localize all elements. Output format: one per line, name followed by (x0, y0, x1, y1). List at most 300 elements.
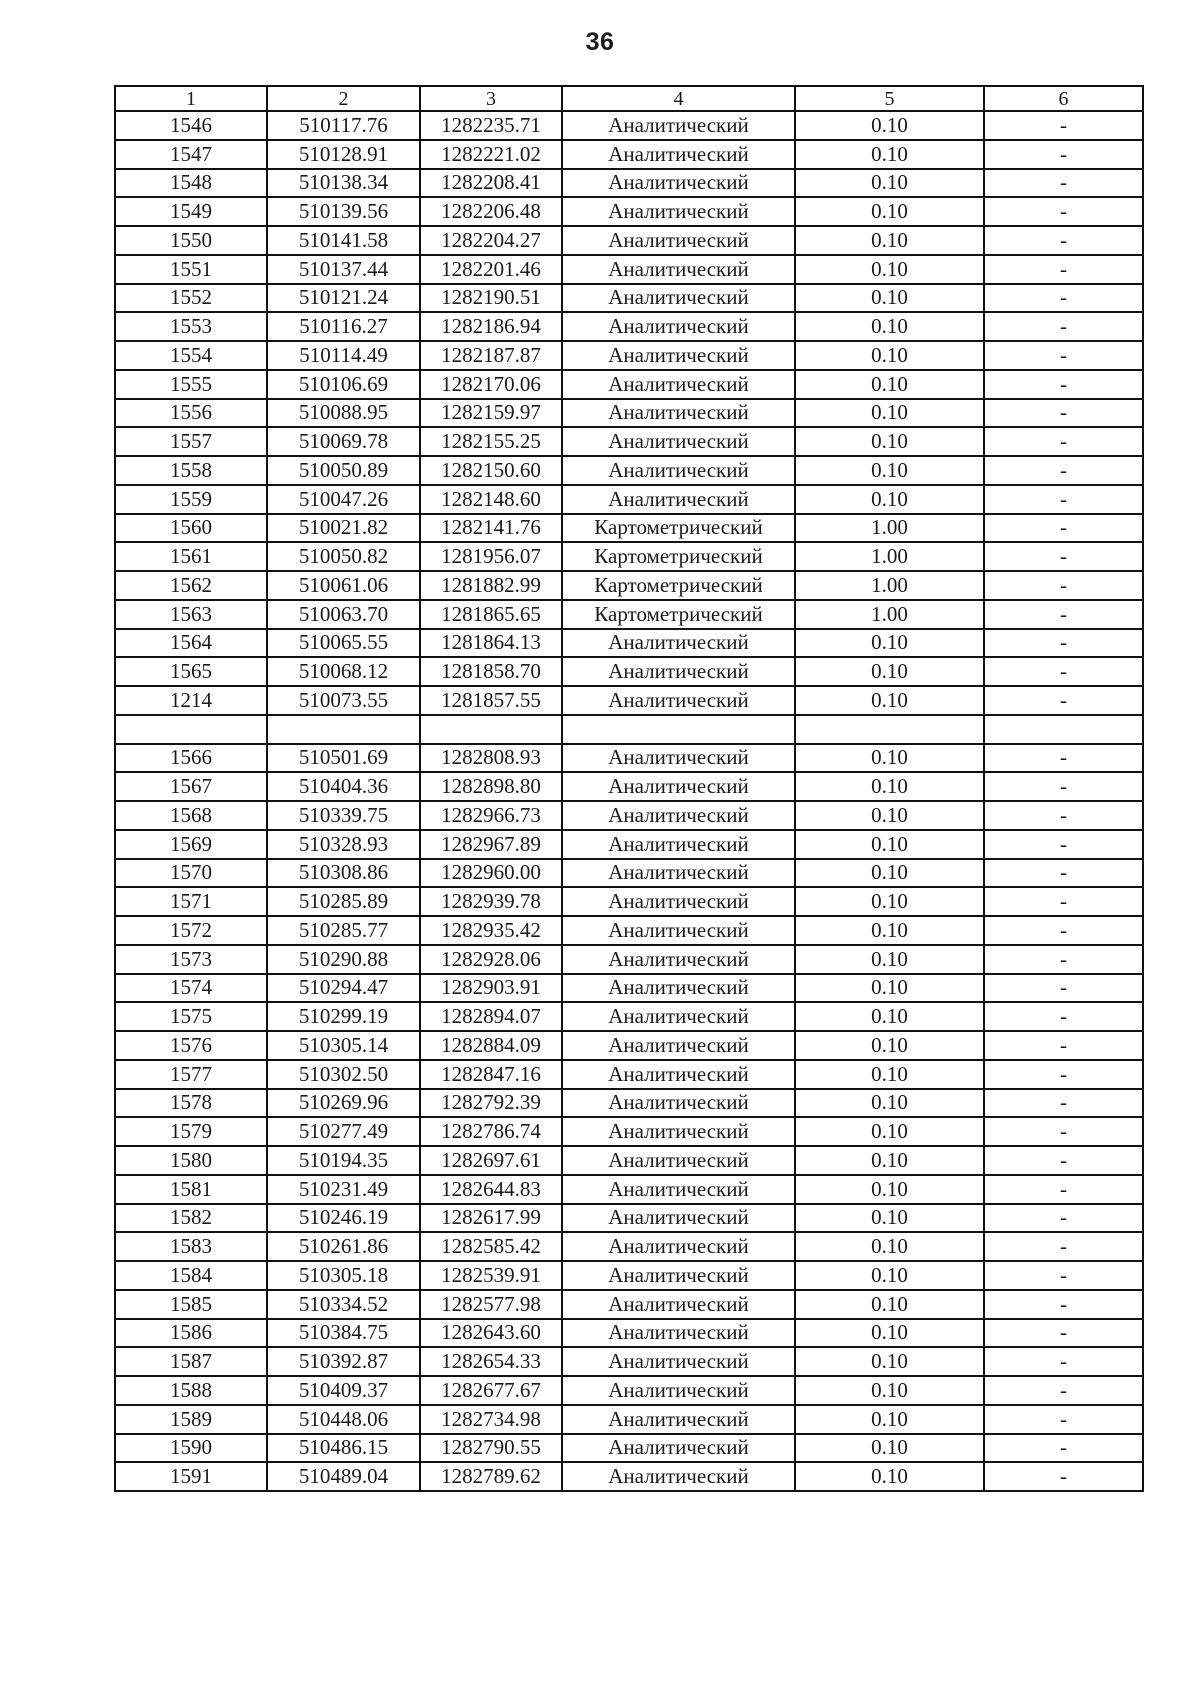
method-cell: Аналитический (562, 1434, 795, 1463)
note-cell: - (984, 542, 1143, 571)
x-coordinate-cell: 510138.34 (267, 169, 420, 198)
y-coordinate-cell: 1282204.27 (420, 226, 562, 255)
accuracy-cell: 0.10 (795, 1261, 984, 1290)
accuracy-cell: 0.10 (795, 140, 984, 169)
method-cell: Аналитический (562, 1290, 795, 1319)
method-cell: Аналитический (562, 887, 795, 916)
method-cell (562, 715, 795, 744)
accuracy-cell: 0.10 (795, 1232, 984, 1261)
y-coordinate-cell: 1281882.99 (420, 571, 562, 600)
x-coordinate-cell: 510068.12 (267, 657, 420, 686)
table-row (115, 830, 1143, 859)
y-coordinate-cell: 1282190.51 (420, 284, 562, 313)
note-cell: - (984, 111, 1143, 140)
accuracy-cell: 0.10 (795, 427, 984, 456)
x-coordinate-cell: 510261.86 (267, 1232, 420, 1261)
method-cell: Аналитический (562, 111, 795, 140)
column-header: 6 (984, 86, 1143, 111)
table-row (115, 169, 1143, 198)
point-number-cell: 1567 (115, 772, 267, 801)
accuracy-cell: 0.10 (795, 197, 984, 226)
x-coordinate-cell: 510277.49 (267, 1117, 420, 1146)
accuracy-cell: 0.10 (795, 1060, 984, 1089)
table-header-row (115, 86, 1143, 111)
x-coordinate-cell: 510137.44 (267, 255, 420, 284)
method-cell: Аналитический (562, 255, 795, 284)
point-number-cell: 1548 (115, 169, 267, 198)
note-cell: - (984, 399, 1143, 428)
method-cell: Аналитический (562, 945, 795, 974)
y-coordinate-cell: 1282960.00 (420, 859, 562, 888)
point-number-cell: 1580 (115, 1146, 267, 1175)
point-number-cell: 1563 (115, 600, 267, 629)
method-cell: Аналитический (562, 312, 795, 341)
method-cell: Аналитический (562, 226, 795, 255)
table-row (115, 1434, 1143, 1463)
note-cell: - (984, 916, 1143, 945)
x-coordinate-cell: 510088.95 (267, 399, 420, 428)
point-number-cell: 1556 (115, 399, 267, 428)
point-number-cell: 1576 (115, 1031, 267, 1060)
method-cell: Аналитический (562, 974, 795, 1003)
table-row (115, 111, 1143, 140)
table-separator-row (115, 715, 1143, 744)
table-row (115, 1060, 1143, 1089)
table-row (115, 1117, 1143, 1146)
x-coordinate-cell: 510294.47 (267, 974, 420, 1003)
accuracy-cell: 0.10 (795, 859, 984, 888)
y-coordinate-cell: 1282141.76 (420, 514, 562, 543)
y-coordinate-cell: 1282884.09 (420, 1031, 562, 1060)
method-cell: Аналитический (562, 140, 795, 169)
method-cell: Аналитический (562, 1261, 795, 1290)
point-number-cell: 1588 (115, 1376, 267, 1405)
note-cell: - (984, 485, 1143, 514)
y-coordinate-cell: 1282939.78 (420, 887, 562, 916)
point-number-cell: 1569 (115, 830, 267, 859)
point-number-cell: 1573 (115, 945, 267, 974)
accuracy-cell: 0.10 (795, 284, 984, 313)
point-number-cell: 1566 (115, 744, 267, 773)
table-row (115, 1319, 1143, 1348)
note-cell: - (984, 945, 1143, 974)
point-number-cell: 1562 (115, 571, 267, 600)
point-number-cell: 1572 (115, 916, 267, 945)
accuracy-cell: 0.10 (795, 370, 984, 399)
y-coordinate-cell: 1282148.60 (420, 485, 562, 514)
y-coordinate-cell: 1282734.98 (420, 1405, 562, 1434)
accuracy-cell: 0.10 (795, 657, 984, 686)
method-cell: Аналитический (562, 629, 795, 658)
accuracy-cell: 0.10 (795, 1117, 984, 1146)
point-number-cell: 1579 (115, 1117, 267, 1146)
note-cell: - (984, 1031, 1143, 1060)
note-cell: - (984, 370, 1143, 399)
x-coordinate-cell: 510116.27 (267, 312, 420, 341)
accuracy-cell: 0.10 (795, 341, 984, 370)
page-number: 36 (585, 28, 615, 56)
x-coordinate-cell: 510486.15 (267, 1434, 420, 1463)
x-coordinate-cell: 510384.75 (267, 1319, 420, 1348)
note-cell: - (984, 887, 1143, 916)
method-cell: Аналитический (562, 1376, 795, 1405)
note-cell: - (984, 226, 1143, 255)
coordinates-table (114, 85, 1144, 1492)
method-cell: Аналитический (562, 1462, 795, 1491)
accuracy-cell: 0.10 (795, 255, 984, 284)
point-number-cell: 1565 (115, 657, 267, 686)
point-number-cell: 1583 (115, 1232, 267, 1261)
y-coordinate-cell: 1282235.71 (420, 111, 562, 140)
method-cell: Аналитический (562, 1089, 795, 1118)
column-header: 4 (562, 86, 795, 111)
method-cell: Картометрический (562, 571, 795, 600)
y-coordinate-cell: 1281864.13 (420, 629, 562, 658)
note-cell: - (984, 830, 1143, 859)
y-coordinate-cell: 1282654.33 (420, 1347, 562, 1376)
x-coordinate-cell: 510073.55 (267, 686, 420, 715)
method-cell: Аналитический (562, 1175, 795, 1204)
x-coordinate-cell: 510305.14 (267, 1031, 420, 1060)
x-coordinate-cell: 510285.89 (267, 887, 420, 916)
method-cell: Аналитический (562, 1204, 795, 1233)
accuracy-cell: 1.00 (795, 571, 984, 600)
accuracy-cell: 0.10 (795, 1434, 984, 1463)
accuracy-cell: 0.10 (795, 629, 984, 658)
accuracy-cell (795, 715, 984, 744)
method-cell: Картометрический (562, 600, 795, 629)
point-number-cell: 1554 (115, 341, 267, 370)
x-coordinate-cell: 510285.77 (267, 916, 420, 945)
y-coordinate-cell: 1282221.02 (420, 140, 562, 169)
point-number-cell: 1577 (115, 1060, 267, 1089)
accuracy-cell: 0.10 (795, 1405, 984, 1434)
x-coordinate-cell: 510021.82 (267, 514, 420, 543)
note-cell: - (984, 1319, 1143, 1348)
point-number-cell: 1584 (115, 1261, 267, 1290)
y-coordinate-cell: 1282159.97 (420, 399, 562, 428)
accuracy-cell: 0.10 (795, 111, 984, 140)
point-number-cell (115, 715, 267, 744)
method-cell: Аналитический (562, 1117, 795, 1146)
method-cell: Аналитический (562, 744, 795, 773)
method-cell: Аналитический (562, 830, 795, 859)
point-number-cell: 1558 (115, 456, 267, 485)
y-coordinate-cell: 1282170.06 (420, 370, 562, 399)
x-coordinate-cell: 510128.91 (267, 140, 420, 169)
x-coordinate-cell: 510141.58 (267, 226, 420, 255)
table-row (115, 657, 1143, 686)
accuracy-cell: 1.00 (795, 514, 984, 543)
point-number-cell: 1551 (115, 255, 267, 284)
x-coordinate-cell: 510065.55 (267, 629, 420, 658)
table-row (115, 859, 1143, 888)
method-cell: Аналитический (562, 399, 795, 428)
table-row (115, 1376, 1143, 1405)
y-coordinate-cell: 1282847.16 (420, 1060, 562, 1089)
method-cell: Аналитический (562, 1232, 795, 1261)
accuracy-cell: 0.10 (795, 1089, 984, 1118)
note-cell: - (984, 1462, 1143, 1491)
x-coordinate-cell: 510299.19 (267, 1002, 420, 1031)
accuracy-cell: 0.10 (795, 1347, 984, 1376)
point-number-cell: 1549 (115, 197, 267, 226)
table-row (115, 1175, 1143, 1204)
table-row (115, 1405, 1143, 1434)
accuracy-cell: 0.10 (795, 744, 984, 773)
note-cell: - (984, 801, 1143, 830)
y-coordinate-cell: 1282792.39 (420, 1089, 562, 1118)
accuracy-cell: 0.10 (795, 1002, 984, 1031)
accuracy-cell: 0.10 (795, 485, 984, 514)
table-row (115, 427, 1143, 456)
method-cell: Аналитический (562, 686, 795, 715)
y-coordinate-cell: 1282903.91 (420, 974, 562, 1003)
note-cell: - (984, 1261, 1143, 1290)
accuracy-cell: 0.10 (795, 974, 984, 1003)
x-coordinate-cell: 510501.69 (267, 744, 420, 773)
x-coordinate-cell: 510328.93 (267, 830, 420, 859)
table-row (115, 744, 1143, 773)
accuracy-cell: 0.10 (795, 945, 984, 974)
note-cell: - (984, 1434, 1143, 1463)
y-coordinate-cell: 1282966.73 (420, 801, 562, 830)
accuracy-cell: 0.10 (795, 887, 984, 916)
method-cell: Аналитический (562, 772, 795, 801)
point-number-cell: 1561 (115, 542, 267, 571)
method-cell: Картометрический (562, 542, 795, 571)
table-row (115, 456, 1143, 485)
method-cell: Аналитический (562, 1146, 795, 1175)
note-cell (984, 715, 1143, 744)
table-row (115, 1290, 1143, 1319)
accuracy-cell: 0.10 (795, 312, 984, 341)
y-coordinate-cell: 1282617.99 (420, 1204, 562, 1233)
method-cell: Аналитический (562, 284, 795, 313)
x-coordinate-cell: 510269.96 (267, 1089, 420, 1118)
x-coordinate-cell: 510117.76 (267, 111, 420, 140)
table-row (115, 1347, 1143, 1376)
x-coordinate-cell: 510302.50 (267, 1060, 420, 1089)
x-coordinate-cell: 510290.88 (267, 945, 420, 974)
table-row (115, 1146, 1143, 1175)
table-row (115, 226, 1143, 255)
table-row (115, 341, 1143, 370)
table-row (115, 370, 1143, 399)
point-number-cell: 1564 (115, 629, 267, 658)
note-cell: - (984, 1376, 1143, 1405)
point-number-cell: 1547 (115, 140, 267, 169)
y-coordinate-cell: 1282928.06 (420, 945, 562, 974)
note-cell: - (984, 1175, 1143, 1204)
table-row (115, 1261, 1143, 1290)
x-coordinate-cell: 510069.78 (267, 427, 420, 456)
method-cell: Картометрический (562, 514, 795, 543)
x-coordinate-cell: 510392.87 (267, 1347, 420, 1376)
y-coordinate-cell: 1281857.55 (420, 686, 562, 715)
accuracy-cell: 0.10 (795, 1462, 984, 1491)
method-cell: Аналитический (562, 1002, 795, 1031)
point-number-cell: 1586 (115, 1319, 267, 1348)
method-cell: Аналитический (562, 1060, 795, 1089)
accuracy-cell: 1.00 (795, 542, 984, 571)
x-coordinate-cell: 510194.35 (267, 1146, 420, 1175)
note-cell: - (984, 1146, 1143, 1175)
accuracy-cell: 0.10 (795, 169, 984, 198)
note-cell: - (984, 197, 1143, 226)
x-coordinate-cell: 510050.89 (267, 456, 420, 485)
accuracy-cell: 0.10 (795, 830, 984, 859)
point-number-cell: 1590 (115, 1434, 267, 1463)
y-coordinate-cell: 1282677.67 (420, 1376, 562, 1405)
table-row (115, 514, 1143, 543)
accuracy-cell: 0.10 (795, 399, 984, 428)
note-cell: - (984, 1232, 1143, 1261)
y-coordinate-cell: 1282935.42 (420, 916, 562, 945)
note-cell: - (984, 1204, 1143, 1233)
method-cell: Аналитический (562, 801, 795, 830)
accuracy-cell: 0.10 (795, 686, 984, 715)
accuracy-cell: 0.10 (795, 226, 984, 255)
x-coordinate-cell: 510409.37 (267, 1376, 420, 1405)
table-row (115, 801, 1143, 830)
method-cell: Аналитический (562, 485, 795, 514)
point-number-cell: 1581 (115, 1175, 267, 1204)
accuracy-cell: 0.10 (795, 1175, 984, 1204)
method-cell: Аналитический (562, 456, 795, 485)
note-cell: - (984, 284, 1143, 313)
table-row (115, 140, 1143, 169)
note-cell: - (984, 600, 1143, 629)
x-coordinate-cell: 510114.49 (267, 341, 420, 370)
accuracy-cell: 1.00 (795, 600, 984, 629)
point-number-cell: 1582 (115, 1204, 267, 1233)
point-number-cell: 1546 (115, 111, 267, 140)
point-number-cell: 1585 (115, 1290, 267, 1319)
accuracy-cell: 0.10 (795, 1204, 984, 1233)
point-number-cell: 1555 (115, 370, 267, 399)
note-cell: - (984, 686, 1143, 715)
y-coordinate-cell: 1282967.89 (420, 830, 562, 859)
method-cell: Аналитический (562, 1405, 795, 1434)
table-row (115, 197, 1143, 226)
accuracy-cell: 0.10 (795, 456, 984, 485)
table-row (115, 974, 1143, 1003)
x-coordinate-cell: 510106.69 (267, 370, 420, 399)
table-row (115, 1204, 1143, 1233)
accuracy-cell: 0.10 (795, 1031, 984, 1060)
column-header: 3 (420, 86, 562, 111)
y-coordinate-cell (420, 715, 562, 744)
x-coordinate-cell: 510305.18 (267, 1261, 420, 1290)
x-coordinate-cell: 510047.26 (267, 485, 420, 514)
y-coordinate-cell: 1282898.80 (420, 772, 562, 801)
x-coordinate-cell: 510334.52 (267, 1290, 420, 1319)
note-cell: - (984, 974, 1143, 1003)
point-number-cell: 1560 (115, 514, 267, 543)
method-cell: Аналитический (562, 341, 795, 370)
x-coordinate-cell: 510139.56 (267, 197, 420, 226)
point-number-cell: 1552 (115, 284, 267, 313)
x-coordinate-cell: 510050.82 (267, 542, 420, 571)
y-coordinate-cell: 1282187.87 (420, 341, 562, 370)
point-number-cell: 1557 (115, 427, 267, 456)
y-coordinate-cell: 1282643.60 (420, 1319, 562, 1348)
method-cell: Аналитический (562, 370, 795, 399)
point-number-cell: 1591 (115, 1462, 267, 1491)
accuracy-cell: 0.10 (795, 1319, 984, 1348)
column-header: 5 (795, 86, 984, 111)
y-coordinate-cell: 1282585.42 (420, 1232, 562, 1261)
y-coordinate-cell: 1282808.93 (420, 744, 562, 773)
method-cell: Аналитический (562, 859, 795, 888)
note-cell: - (984, 341, 1143, 370)
y-coordinate-cell: 1281865.65 (420, 600, 562, 629)
note-cell: - (984, 140, 1143, 169)
table-row (115, 1462, 1143, 1491)
x-coordinate-cell: 510246.19 (267, 1204, 420, 1233)
table-row (115, 485, 1143, 514)
table-row (115, 312, 1143, 341)
table-row (115, 255, 1143, 284)
note-cell: - (984, 514, 1143, 543)
note-cell: - (984, 1290, 1143, 1319)
column-header: 2 (267, 86, 420, 111)
note-cell: - (984, 1002, 1143, 1031)
x-coordinate-cell: 510448.06 (267, 1405, 420, 1434)
point-number-cell: 1570 (115, 859, 267, 888)
accuracy-cell: 0.10 (795, 1146, 984, 1175)
point-number-cell: 1568 (115, 801, 267, 830)
note-cell: - (984, 1060, 1143, 1089)
table-row (115, 629, 1143, 658)
y-coordinate-cell: 1282789.62 (420, 1462, 562, 1491)
y-coordinate-cell: 1282697.61 (420, 1146, 562, 1175)
table-row (115, 571, 1143, 600)
point-number-cell: 1578 (115, 1089, 267, 1118)
note-cell: - (984, 571, 1143, 600)
accuracy-cell: 0.10 (795, 1376, 984, 1405)
method-cell: Аналитический (562, 1319, 795, 1348)
accuracy-cell: 0.10 (795, 1290, 984, 1319)
table-row (115, 916, 1143, 945)
table-row (115, 772, 1143, 801)
table-row (115, 887, 1143, 916)
y-coordinate-cell: 1282186.94 (420, 312, 562, 341)
note-cell: - (984, 1347, 1143, 1376)
note-cell: - (984, 859, 1143, 888)
note-cell: - (984, 657, 1143, 686)
note-cell: - (984, 629, 1143, 658)
note-cell: - (984, 312, 1143, 341)
x-coordinate-cell: 510308.86 (267, 859, 420, 888)
point-number-cell: 1553 (115, 312, 267, 341)
table-row (115, 284, 1143, 313)
table-row (115, 1232, 1143, 1261)
y-coordinate-cell: 1282644.83 (420, 1175, 562, 1204)
x-coordinate-cell: 510063.70 (267, 600, 420, 629)
method-cell: Аналитический (562, 916, 795, 945)
point-number-cell: 1571 (115, 887, 267, 916)
table-row (115, 1002, 1143, 1031)
table-row (115, 945, 1143, 974)
x-coordinate-cell: 510231.49 (267, 1175, 420, 1204)
note-cell: - (984, 1117, 1143, 1146)
note-cell: - (984, 169, 1143, 198)
y-coordinate-cell: 1282539.91 (420, 1261, 562, 1290)
note-cell: - (984, 427, 1143, 456)
y-coordinate-cell: 1282155.25 (420, 427, 562, 456)
